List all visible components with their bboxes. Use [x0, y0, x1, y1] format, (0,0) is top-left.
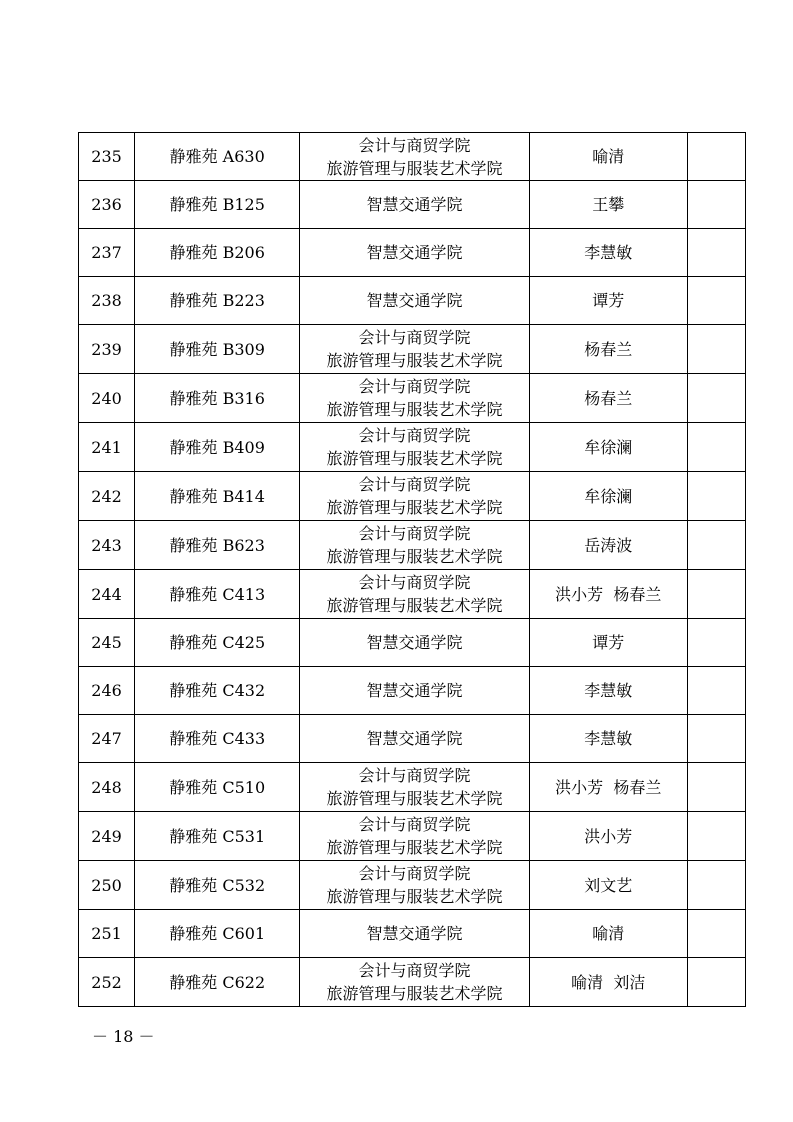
- college-line-1: 会计与商贸学院: [358, 815, 471, 834]
- row-number: 247: [79, 715, 135, 763]
- college-line-1: 会计与商贸学院: [358, 475, 471, 494]
- college-cell: [300, 667, 529, 715]
- college-cell: [300, 229, 529, 277]
- college-cell: [300, 133, 529, 181]
- table-row: [79, 619, 746, 667]
- room-cell: 静雅苑 C601: [135, 910, 300, 958]
- college-cell: [300, 812, 529, 861]
- row-number: 251: [79, 910, 135, 958]
- room-cell: 静雅苑 B409: [135, 423, 300, 472]
- college-cell: [300, 325, 529, 374]
- dorm-table: [78, 132, 746, 1007]
- remark-cell: [687, 277, 745, 325]
- person-cell: 谭芳: [529, 277, 687, 325]
- college-line-1: 智慧交通学院: [366, 243, 463, 262]
- remark-cell: [687, 325, 745, 374]
- room-cell: 静雅苑 B309: [135, 325, 300, 374]
- row-number: 252: [79, 958, 135, 1007]
- table-row: [79, 910, 746, 958]
- college-line-1: 智慧交通学院: [366, 195, 463, 214]
- table-row: [79, 570, 746, 619]
- row-number: 238: [79, 277, 135, 325]
- college-cell: [300, 619, 529, 667]
- remark-cell: [687, 521, 745, 570]
- row-number: 246: [79, 667, 135, 715]
- college-cell: [300, 763, 529, 812]
- table-row: [79, 861, 746, 910]
- person-cell: 洪小芳 杨春兰: [529, 763, 687, 812]
- room-cell: 静雅苑 B206: [135, 229, 300, 277]
- room-cell: 静雅苑 C510: [135, 763, 300, 812]
- remark-cell: [687, 229, 745, 277]
- college-line-2: 旅游管理与服装艺术学院: [326, 789, 503, 808]
- row-number: 239: [79, 325, 135, 374]
- college-line-1: 会计与商贸学院: [358, 766, 471, 785]
- college-cell: [300, 861, 529, 910]
- college-line-1: 智慧交通学院: [366, 924, 463, 943]
- person-cell: 喻清: [529, 910, 687, 958]
- remark-cell: [687, 715, 745, 763]
- remark-cell: [687, 472, 745, 521]
- college-line-2: 旅游管理与服装艺术学院: [326, 449, 503, 468]
- room-cell: 静雅苑 B316: [135, 374, 300, 423]
- person-cell: 洪小芳 杨春兰: [529, 570, 687, 619]
- room-cell: 静雅苑 B223: [135, 277, 300, 325]
- table-row: [79, 521, 746, 570]
- college-cell: [300, 958, 529, 1007]
- college-line-1: 智慧交通学院: [366, 729, 463, 748]
- remark-cell: [687, 667, 745, 715]
- table-row: [79, 277, 746, 325]
- remark-cell: [687, 812, 745, 861]
- row-number: 240: [79, 374, 135, 423]
- row-number: 241: [79, 423, 135, 472]
- row-number: 248: [79, 763, 135, 812]
- college-line-2: 旅游管理与服装艺术学院: [326, 158, 503, 178]
- person-cell: 洪小芳: [529, 812, 687, 861]
- table-row: [79, 472, 746, 521]
- person-cell: 杨春兰: [529, 374, 687, 423]
- person-cell: 刘文艺: [529, 861, 687, 910]
- room-cell: 静雅苑 A630: [135, 133, 300, 181]
- remark-cell: [687, 861, 745, 910]
- remark-cell: [687, 570, 745, 619]
- person-cell: 谭芳: [529, 619, 687, 667]
- person-cell: 喻清: [529, 133, 687, 181]
- college-line-1: 会计与商贸学院: [358, 573, 471, 592]
- college-line-2: 旅游管理与服装艺术学院: [326, 498, 503, 517]
- room-cell: 静雅苑 C413: [135, 570, 300, 619]
- row-number: 236: [79, 181, 135, 229]
- row-number: 250: [79, 861, 135, 910]
- person-cell: 岳涛波: [529, 521, 687, 570]
- college-line-1: 会计与商贸学院: [358, 524, 471, 543]
- college-cell: [300, 521, 529, 570]
- person-cell: 李慧敏: [529, 229, 687, 277]
- person-cell: 李慧敏: [529, 715, 687, 763]
- room-cell: 静雅苑 C432: [135, 667, 300, 715]
- college-line-2: 旅游管理与服装艺术学院: [326, 596, 503, 615]
- person-cell: 牟徐澜: [529, 472, 687, 521]
- college-line-2: 旅游管理与服装艺术学院: [326, 547, 503, 566]
- room-cell: 静雅苑 B125: [135, 181, 300, 229]
- row-number: 245: [79, 619, 135, 667]
- table-row: [79, 812, 746, 861]
- row-number: 249: [79, 812, 135, 861]
- remark-cell: [687, 423, 745, 472]
- page-number: － 18 －: [92, 1027, 155, 1046]
- college-cell: [300, 277, 529, 325]
- room-cell: 静雅苑 B414: [135, 472, 300, 521]
- table-row: [79, 374, 746, 423]
- row-number: 243: [79, 521, 135, 570]
- row-number: 242: [79, 472, 135, 521]
- person-cell: 喻清 刘洁: [529, 958, 687, 1007]
- remark-cell: [687, 181, 745, 229]
- college-line-2: 旅游管理与服装艺术学院: [326, 351, 503, 370]
- table-row: [79, 229, 746, 277]
- table-row: [79, 133, 746, 181]
- college-cell: [300, 910, 529, 958]
- table-row: [79, 958, 746, 1007]
- college-line-2: 旅游管理与服装艺术学院: [326, 887, 503, 906]
- college-line-1: 智慧交通学院: [366, 681, 463, 700]
- table-row: [79, 181, 746, 229]
- college-line-2: 旅游管理与服装艺术学院: [326, 984, 503, 1003]
- room-cell: 静雅苑 C433: [135, 715, 300, 763]
- remark-cell: [687, 958, 745, 1007]
- row-number: 244: [79, 570, 135, 619]
- table-row: [79, 325, 746, 374]
- college-line-1: 智慧交通学院: [366, 291, 463, 310]
- row-number: 237: [79, 229, 135, 277]
- college-cell: [300, 472, 529, 521]
- person-cell: 杨春兰: [529, 325, 687, 374]
- college-cell: [300, 570, 529, 619]
- college-line-2: 旅游管理与服装艺术学院: [326, 838, 503, 857]
- room-cell: 静雅苑 C531: [135, 812, 300, 861]
- remark-cell: [687, 763, 745, 812]
- person-cell: 牟徐澜: [529, 423, 687, 472]
- college-line-1: 会计与商贸学院: [358, 328, 471, 347]
- remark-cell: [687, 910, 745, 958]
- table-row: [79, 423, 746, 472]
- college-line-1: 会计与商贸学院: [358, 426, 471, 445]
- table-row: [79, 667, 746, 715]
- table-row: [79, 715, 746, 763]
- row-number: 235: [79, 133, 135, 181]
- college-line-1: 会计与商贸学院: [358, 961, 471, 980]
- room-cell: 静雅苑 C425: [135, 619, 300, 667]
- college-cell: [300, 423, 529, 472]
- table-row: [79, 763, 746, 812]
- remark-cell: [687, 133, 745, 181]
- college-cell: [300, 181, 529, 229]
- person-cell: 李慧敏: [529, 667, 687, 715]
- college-line-1: 智慧交通学院: [366, 633, 463, 652]
- college-cell: [300, 715, 529, 763]
- remark-cell: [687, 374, 745, 423]
- person-cell: 王攀: [529, 181, 687, 229]
- room-cell: 静雅苑 C622: [135, 958, 300, 1007]
- college-line-1: 会计与商贸学院: [358, 864, 471, 883]
- college-line-1: 会计与商贸学院: [358, 377, 471, 396]
- remark-cell: [687, 619, 745, 667]
- room-cell: 静雅苑 C532: [135, 861, 300, 910]
- college-line-2: 旅游管理与服装艺术学院: [326, 400, 503, 419]
- room-cell: 静雅苑 B623: [135, 521, 300, 570]
- college-cell: [300, 374, 529, 423]
- college-line-1: 会计与商贸学院: [358, 135, 471, 155]
